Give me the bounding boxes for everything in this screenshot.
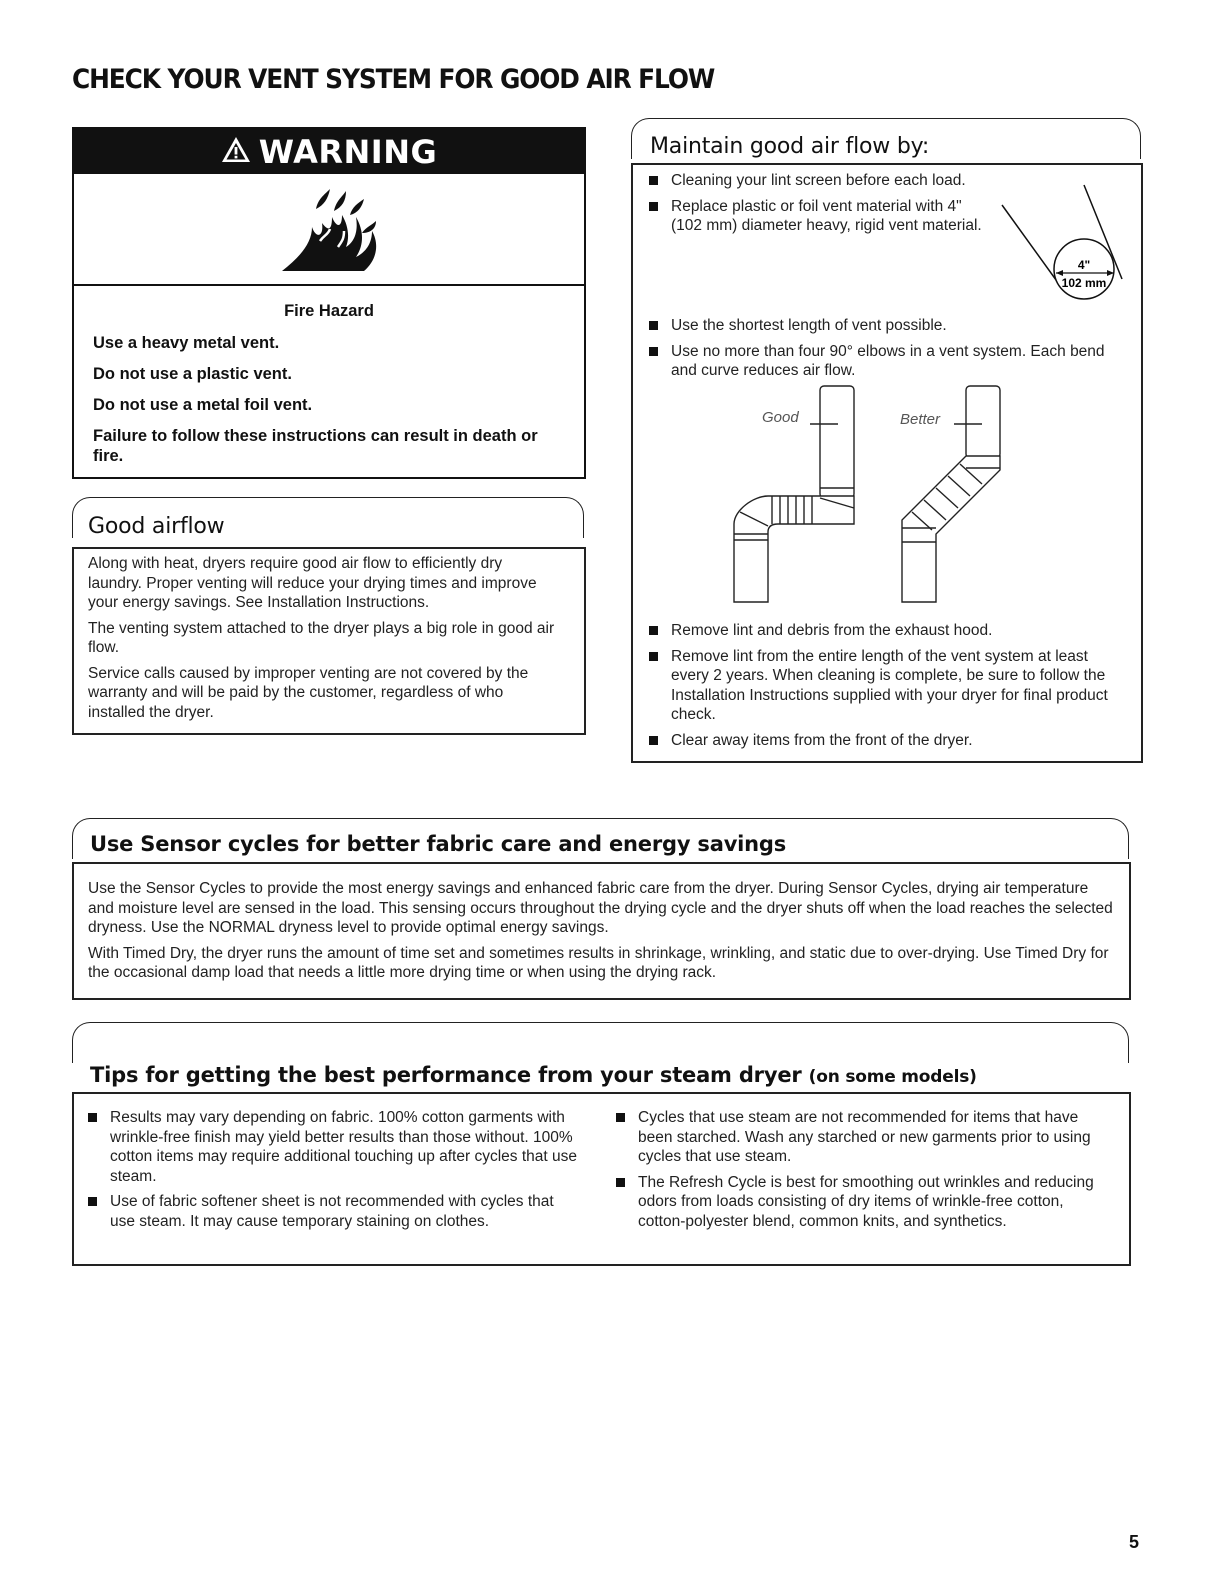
paragraph: The venting system attached to the dryer plays a big role in good air flow. — [88, 619, 555, 656]
good-airflow-title: Good airflow — [88, 514, 225, 539]
maintain-top-list — [648, 171, 988, 242]
warning-banner-text: WARNING — [258, 132, 438, 171]
bullet-item: Replace plastic or foil vent material with 4" (102 mm) diameter heavy, rigid vent material. — [648, 197, 988, 236]
tips-right-list — [615, 1108, 1115, 1237]
diameter-mm-label: 102 mm — [1061, 276, 1107, 290]
bullet-item: Use of fabric softener sheet is not recommended with cycles that use steam. It may cause temporary staining on clothes. — [87, 1192, 577, 1231]
section-header-frame — [72, 1022, 1129, 1063]
tips-title-main: Tips for getting the best performance from your steam dryer — [90, 1063, 802, 1087]
tips-left-list — [87, 1108, 577, 1237]
bullet-item: Remove lint from the entire length of the vent system at least every 2 years. When cleaning is complete, be sure to follow the Installation Instructions supplied with your dryer for final product check. — [648, 647, 1118, 725]
fire-icon — [272, 187, 392, 278]
page-number: 5 — [1128, 1532, 1139, 1552]
paragraph: With Timed Dry, the dryer runs the amount of time set and sometimes results in shrinkage, wrinkling, and static due to over-drying. Use Timed Dry for the occasional damp load that needs a little more drying time or when using the drying rack. — [88, 944, 1109, 981]
warning-line: Use a heavy metal vent. — [93, 334, 280, 352]
page-title: CHECK YOUR VENT SYSTEM FOR GOOD AIR FLOW — [72, 64, 715, 95]
paragraph: Service calls caused by improper venting are not covered by the warranty and will be paid by the customer, regardless of who installed the dryer. — [88, 664, 529, 721]
diameter-inch-label: 4" — [1077, 258, 1091, 272]
bullet-item: Use the shortest length of vent possible. — [648, 316, 1118, 336]
maintain-bottom-list — [648, 621, 1118, 756]
warning-line: Do not use a plastic vent. — [93, 365, 292, 383]
good-label: Good — [762, 409, 799, 426]
warning-triangle-icon — [221, 133, 251, 171]
better-label: Better — [900, 411, 941, 428]
sensor-body — [88, 879, 1118, 989]
bullet-item: Cleaning your lint screen before each load. — [648, 171, 988, 191]
warning-banner — [74, 129, 584, 174]
bullet-item: Use no more than four 90° elbows in a vent system. Each bend and curve reduces air flow. — [648, 342, 1118, 381]
bullet-item: Cycles that use steam are not recommended for items that have been starched. Wash any starched or new garments prior to using cycles that use steam. — [615, 1108, 1115, 1167]
tips-title-suffix: (on some models) — [808, 1067, 977, 1087]
bullet-item: The Refresh Cycle is best for smoothing out wrinkles and reducing odors from loads consisting of dry items of wrinkle-free cotton, cotton-polyester blend, common knits, and synthetics. — [615, 1173, 1115, 1232]
hazard-title: Fire Hazard — [284, 302, 374, 320]
vent-elbow-diagram — [720, 384, 1020, 610]
paragraph: Use the Sensor Cycles to provide the most energy savings and enhanced fabric care from the dryer. During Sensor Cycles, drying air temperature and moisture level are sensed in the load. This sensing occurs throughout the drying cycle and the dryer shuts off when the load reaches the selected dryness. Use the NORMAL dryness level to provide optimal energy savings. — [88, 880, 1113, 936]
good-airflow-body — [88, 554, 558, 728]
bullet-item: Remove lint and debris from the exhaust hood. — [648, 621, 1118, 641]
warning-box — [72, 127, 586, 479]
warning-instructions — [93, 333, 563, 477]
tips-title — [90, 1063, 977, 1087]
warning-line: Do not use a metal foil vent. — [93, 396, 313, 414]
warning-line: Failure to follow these instructions can result in death or fire. — [93, 427, 538, 465]
maintain-title: Maintain good air flow by: — [650, 134, 930, 159]
bullet-item: Results may vary depending on fabric. 100% cotton garments with wrinkle-free finish may yield better results than those without. 100% cotton items may require additional touching up after cycles that use steam. — [87, 1108, 577, 1186]
warning-divider — [74, 284, 584, 286]
sensor-title: Use Sensor cycles for better fabric care and energy savings — [90, 832, 787, 856]
maintain-mid-list — [648, 316, 1118, 387]
vent-diameter-diagram — [1000, 183, 1135, 303]
bullet-item: Clear away items from the front of the dryer. — [648, 731, 1118, 751]
paragraph: Along with heat, dryers require good air flow to efficiently dry laundry. Proper venting will reduce your drying times and improve your energy savings. See Installation Instructions. — [88, 555, 537, 611]
